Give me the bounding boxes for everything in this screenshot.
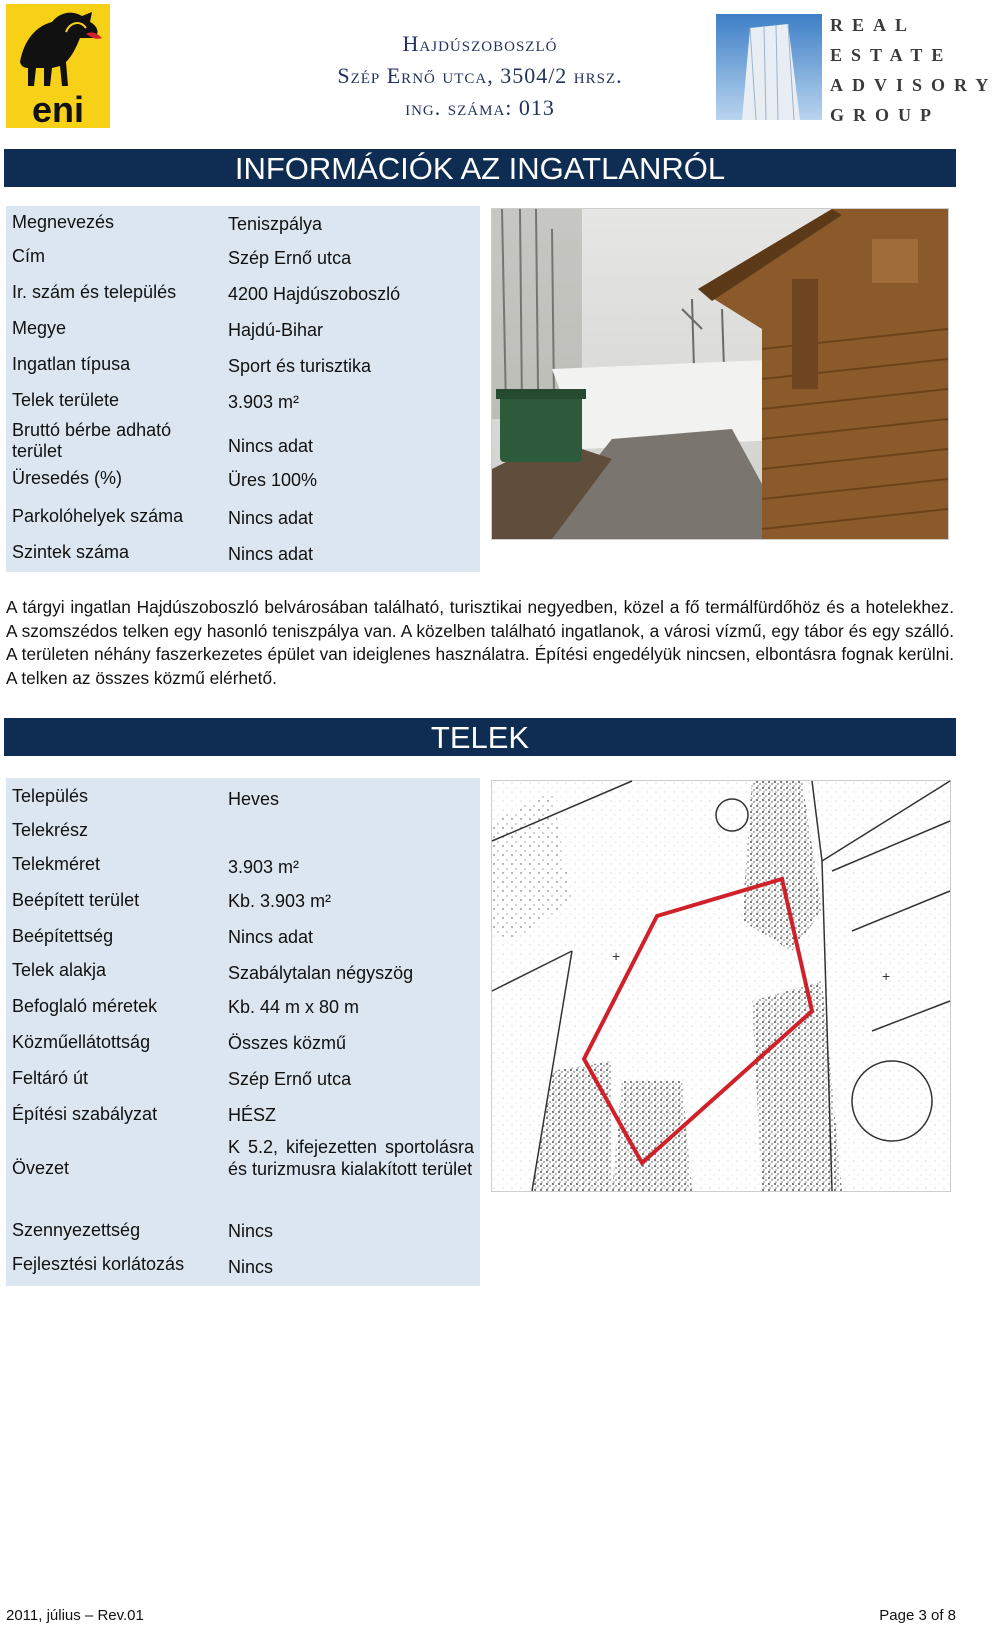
row-value: Szép Ernő utca — [228, 1069, 352, 1089]
row-label: Befoglaló méretek — [12, 996, 158, 1016]
row-value: Összes közmű — [228, 1033, 347, 1053]
rea-line-2: ESTATE — [830, 45, 953, 65]
row-value: Heves — [228, 789, 280, 809]
telek-section-bar: TELEK — [4, 718, 956, 756]
row-label: Cím — [12, 246, 45, 266]
row-label: Megye — [12, 318, 67, 338]
row-label: Üresedés (%) — [12, 468, 123, 488]
row-value: Szép Ernő utca — [228, 248, 352, 268]
building-icon — [716, 14, 822, 120]
rea-line-1: REAL — [830, 15, 917, 35]
row-label: Település — [12, 786, 89, 806]
row-label: Ir. szám és település — [12, 282, 177, 302]
row-label: Megnevezés — [12, 212, 115, 232]
rea-line-4: GROUP — [830, 105, 940, 125]
row-value: Hajdú-Bihar — [228, 320, 324, 340]
row-label: Bruttó bérbe adható terület — [12, 420, 172, 461]
row-value: Nincs adat — [228, 508, 314, 528]
header-address: Szép Ernő utca, 3504/2 hrsz. — [337, 63, 623, 88]
eni-logo-text: eni — [31, 89, 85, 130]
row-value: Nincs — [228, 1221, 274, 1241]
row-value: Sport és turisztika — [228, 356, 372, 376]
row-label: Fejlesztési korlátozás — [12, 1254, 185, 1274]
row-value: 4200 Hajdúszoboszló — [228, 284, 401, 304]
row-value: 3.903 m² — [228, 392, 300, 412]
row-label: Szintek száma — [12, 542, 130, 562]
row-value: Kb. 3.903 m² — [228, 891, 332, 911]
row-label: Közműellátottság — [12, 1032, 151, 1052]
svg-text:+: + — [882, 968, 891, 984]
row-value: Nincs — [228, 1257, 274, 1277]
row-label: Feltáró út — [12, 1068, 89, 1088]
rea-logo-text — [830, 10, 997, 130]
row-label: Parkolóhelyek száma — [12, 506, 184, 526]
info-table — [6, 206, 480, 572]
row-label: Övezet — [12, 1158, 70, 1178]
row-label: Építési szabályzat — [12, 1104, 158, 1124]
row-label: Beépített terület — [12, 890, 140, 910]
footer-page-number: Page 3 of 8 — [879, 1607, 956, 1624]
header-city: Hajdúszoboszló — [402, 31, 558, 56]
row-value: Nincs adat — [228, 544, 314, 564]
eni-logo — [6, 4, 110, 128]
row-value: K 5.2, kifejezetten sportolásra és turizmusra kialakított terület — [228, 1137, 474, 1179]
row-label: Telek területe — [12, 390, 120, 410]
row-label: Beépítettség — [12, 926, 114, 946]
row-label: Telek alakja — [12, 960, 107, 980]
row-label: Ingatlan típusa — [12, 354, 131, 374]
row-value: Teniszpálya — [228, 214, 323, 234]
svg-text:+: + — [612, 948, 621, 964]
footer-date-revision: 2011, július – Rev.01 — [6, 1607, 144, 1624]
info-section-bar: INFORMÁCIÓK AZ INGATLANRÓL — [4, 149, 956, 187]
property-description: A tárgyi ingatlan Hajdúszoboszló belvárosában található, turisztikai negyedben, közel a fő termálfürdőhöz és a hotelekhez. A szomszédos telken egy hasonló teniszpálya van. A közelben található ingatlanok, a városi vízmű, egy tábor és egy szálló. A területen néhány faszerkezetes épület van ideiglenes használatra. Építési engedélyük nincsen, elbontásra fognak kerülni. A telken az összes közmű elérhető. — [6, 597, 954, 688]
rea-line-3: ADVISORY — [830, 75, 997, 95]
row-label: Telekméret — [12, 854, 101, 874]
row-label: Szennyezettség — [12, 1220, 141, 1240]
real-estate-advisory-group-logo — [716, 8, 997, 125]
header-ing-number: ing. száma: 013 — [405, 95, 555, 120]
row-label: Telekrész — [12, 820, 89, 840]
row-value: Nincs adat — [228, 436, 314, 456]
header-title-block — [250, 28, 710, 124]
row-value: HÉSZ — [228, 1105, 277, 1125]
cadastral-map — [491, 780, 951, 1192]
row-value: 3.903 m² — [228, 857, 300, 877]
row-value: Üres 100% — [228, 470, 318, 490]
row-value: Nincs adat — [228, 927, 314, 947]
property-photo — [491, 208, 949, 540]
row-value: Szabálytalan négyszög — [228, 963, 414, 983]
telek-table — [6, 778, 480, 1286]
row-value: Kb. 44 m x 80 m — [228, 997, 360, 1017]
